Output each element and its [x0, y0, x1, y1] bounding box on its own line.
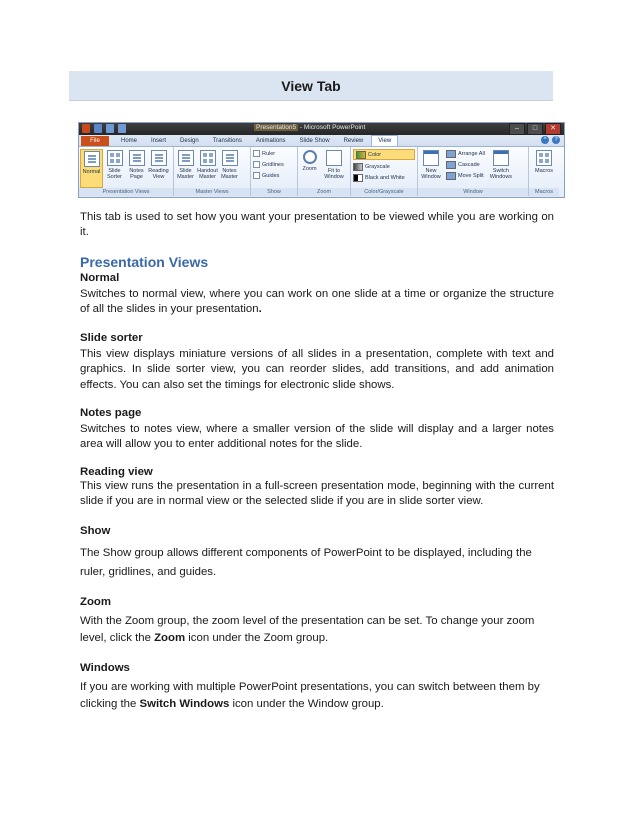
tab-file[interactable]: File	[81, 136, 109, 146]
group-presentation-views	[79, 147, 174, 196]
group-show	[251, 147, 298, 196]
tab-design[interactable]: Design	[180, 138, 199, 144]
ruler-label: Ruler	[262, 150, 276, 157]
new-window-label-2: Window	[421, 174, 441, 180]
normal-button[interactable]	[80, 149, 103, 188]
zoom-button[interactable]	[299, 149, 320, 188]
zoom-bold: Zoom	[154, 631, 186, 644]
arrange-all-button[interactable]	[446, 149, 485, 158]
switch-windows-label-1: Switch	[492, 168, 509, 174]
window-title	[254, 124, 365, 131]
slide-master-button[interactable]	[175, 149, 196, 188]
group-macros	[529, 147, 559, 196]
notes-page-label-1: Notes	[129, 168, 144, 174]
windows-description	[80, 679, 542, 712]
macros-label: Macros	[534, 168, 554, 174]
notes-master-button[interactable]	[219, 149, 240, 188]
slide-sorter-description: This view displays miniature versions of all slides in a presentation, complete with text and graphics. In slide sorter view, you can reorder slides, add transitions, and add animation effects. You can also set the timings for electronic slide shows.	[80, 348, 554, 391]
window-title-app: - Microsoft PowerPoint	[298, 124, 366, 131]
tab-home[interactable]: Home	[121, 138, 138, 144]
minimize-icon[interactable]: –	[509, 123, 525, 135]
heading-notes-page: Notes page	[80, 407, 142, 419]
page-title: View Tab	[281, 77, 341, 94]
group-window	[418, 147, 529, 196]
slide-master-label-1: Slide	[179, 168, 192, 174]
tab-review[interactable]: Review	[343, 138, 364, 144]
notes-page-button[interactable]	[126, 149, 147, 188]
switch-windows-label-2: Windows	[489, 174, 513, 180]
intro-paragraph: This tab is used to set how you want your presentation to be viewed while you are working on it.	[80, 211, 554, 239]
quick-access-toolbar	[82, 124, 126, 133]
handout-master-label-2: Master	[199, 174, 216, 180]
zoom-button-label: Zoom	[302, 166, 317, 172]
heading-zoom: Zoom	[80, 596, 112, 608]
reading-view-button[interactable]	[148, 149, 169, 188]
normal-view-icon	[84, 151, 100, 167]
color-button[interactable]	[353, 149, 415, 160]
gridlines-checkbox[interactable]	[253, 160, 295, 169]
notes-master-icon	[222, 150, 238, 166]
cascade-label: Cascade	[458, 161, 480, 168]
section-heading-presentation-views: Presentation Views	[80, 254, 209, 270]
ribbon-screenshot	[78, 122, 565, 198]
notes-master-label-1: Notes	[222, 168, 237, 174]
arrange-all-label: Arrange All	[458, 150, 485, 157]
tab-slide-show[interactable]: Slide Show	[299, 138, 330, 144]
normal-description-text: Switches to normal view, where you can work on one slide at a time or organize the structure of all the slides in your presentation	[80, 288, 554, 316]
black-white-swatch-icon	[353, 174, 363, 182]
ribbon-body	[79, 146, 564, 196]
move-split-label: Move Split	[458, 172, 484, 179]
notes-master-label-2: Master	[221, 174, 238, 180]
reading-view-label-1: Reading	[148, 168, 169, 174]
heading-reading-view: Reading view	[80, 466, 153, 478]
move-split-button[interactable]	[446, 171, 485, 180]
new-window-icon	[423, 150, 439, 166]
slide-sorter-label-2: Sorter	[107, 174, 122, 180]
tab-animations[interactable]: Animations	[255, 138, 286, 144]
color-swatch-icon	[356, 151, 366, 159]
normal-description-end: .	[258, 303, 262, 316]
ruler-checkbox-box[interactable]	[253, 150, 260, 157]
group-label-zoom: Zoom	[298, 188, 350, 196]
windows-text-before: If you are working with multiple PowerPoint presentations, you can switch between them by clicking the	[80, 681, 540, 710]
reading-view-icon	[151, 150, 167, 166]
black-and-white-label: Black and White	[365, 174, 405, 181]
reading-view-description: This view runs the presentation in a full-screen presentation mode, beginning with the current slide if you are in normal view or the selected slide if you are in slide sorter view.	[80, 480, 554, 508]
zoom-text-after: icon under the Zoom group.	[185, 631, 329, 644]
normal-button-label: Normal	[82, 169, 101, 175]
fit-to-window-icon	[326, 150, 342, 166]
handout-master-label-1: Handout	[197, 168, 218, 174]
reading-view-label-2: View	[152, 174, 165, 180]
slide-master-label-2: Master	[177, 174, 194, 180]
notes-page-label-2: Page	[130, 174, 143, 180]
new-window-label-1: New	[425, 168, 437, 174]
macros-icon	[536, 150, 552, 166]
help-icon[interactable]: ?	[552, 136, 560, 144]
page-title-bar	[69, 71, 553, 101]
grayscale-label: Grayscale	[365, 163, 390, 170]
windows-text-after: icon under the Window group.	[229, 697, 384, 710]
grayscale-swatch-icon	[353, 163, 363, 171]
window-controls	[509, 123, 561, 135]
group-label-master-views: Master Views	[174, 188, 250, 196]
group-label-window: Window	[418, 188, 528, 196]
windows-bold: Switch Windows	[139, 697, 230, 710]
group-label-presentation-views: Presentation Views	[79, 188, 173, 196]
group-zoom	[298, 147, 351, 196]
collapse-ribbon-icon[interactable]: ^	[541, 136, 549, 144]
tab-transitions[interactable]: Transitions	[212, 138, 242, 144]
slide-sorter-button[interactable]	[104, 149, 125, 188]
group-color-grayscale	[351, 147, 418, 196]
window-title-file: Presentation5	[256, 124, 297, 131]
guides-checkbox-box[interactable]	[253, 172, 260, 179]
grayscale-button[interactable]	[353, 162, 415, 171]
arrange-all-icon	[446, 150, 456, 158]
heading-normal: Normal	[80, 272, 120, 284]
cascade-button[interactable]	[446, 160, 485, 169]
maximize-icon[interactable]: □	[527, 123, 543, 135]
macros-button[interactable]	[531, 149, 557, 188]
zoom-description	[80, 613, 554, 646]
save-icon[interactable]	[94, 124, 102, 133]
notes-page-description: Switches to notes view, where a smaller version of the slide will display and a larger notes area will allow you to enter additional notes for the slide.	[80, 423, 554, 451]
switch-windows-icon	[493, 150, 509, 166]
ribbon-tabs	[79, 135, 564, 146]
zoom-text-before: With the Zoom group, the zoom level of the presentation can be set. To change your zoom level, click the	[80, 615, 535, 644]
slide-sorter-icon	[107, 150, 123, 166]
undo-icon[interactable]	[106, 124, 114, 133]
group-master-views	[174, 147, 251, 196]
powerpoint-logo-icon	[82, 124, 90, 133]
cascade-icon	[446, 161, 456, 169]
move-split-icon	[446, 172, 456, 180]
heading-show: Show	[80, 525, 111, 537]
guides-label: Guides	[262, 172, 280, 179]
slide-master-icon	[178, 150, 194, 166]
normal-description	[80, 287, 554, 318]
tab-view[interactable]: View	[371, 135, 398, 146]
slide-sorter-label-1: Slide	[108, 168, 121, 174]
fit-to-window-button[interactable]	[321, 149, 347, 188]
gridlines-checkbox-box[interactable]	[253, 161, 260, 168]
handout-master-icon	[200, 150, 216, 166]
group-label-macros: Macros	[529, 188, 559, 196]
color-label: Color	[368, 151, 382, 158]
gridlines-label: Gridlines	[262, 161, 284, 168]
ruler-checkbox[interactable]	[253, 149, 295, 158]
ribbon-title-bar	[79, 123, 564, 135]
fit-to-window-label-1: Fit to	[327, 168, 341, 174]
zoom-icon	[303, 150, 317, 164]
fit-to-window-label-2: Window	[324, 174, 344, 180]
heading-windows: Windows	[80, 662, 130, 674]
show-description: The Show group allows different components of PowerPoint to be displayed, including the ruler, gridlines, and guides.	[80, 547, 532, 578]
close-icon[interactable]: ✕	[545, 123, 561, 135]
switch-windows-button[interactable]	[488, 149, 514, 188]
heading-slide-sorter: Slide sorter	[80, 332, 143, 344]
notes-page-icon	[129, 150, 145, 166]
group-label-show: Show	[251, 188, 297, 196]
black-and-white-button[interactable]	[353, 173, 415, 182]
redo-icon[interactable]	[118, 124, 126, 133]
group-label-color-grayscale: Color/Grayscale	[351, 188, 417, 196]
ribbon-help	[541, 136, 560, 144]
new-window-button[interactable]	[419, 149, 443, 188]
guides-checkbox[interactable]	[253, 171, 295, 180]
tab-insert[interactable]: Insert	[151, 138, 167, 144]
handout-master-button[interactable]	[197, 149, 218, 188]
